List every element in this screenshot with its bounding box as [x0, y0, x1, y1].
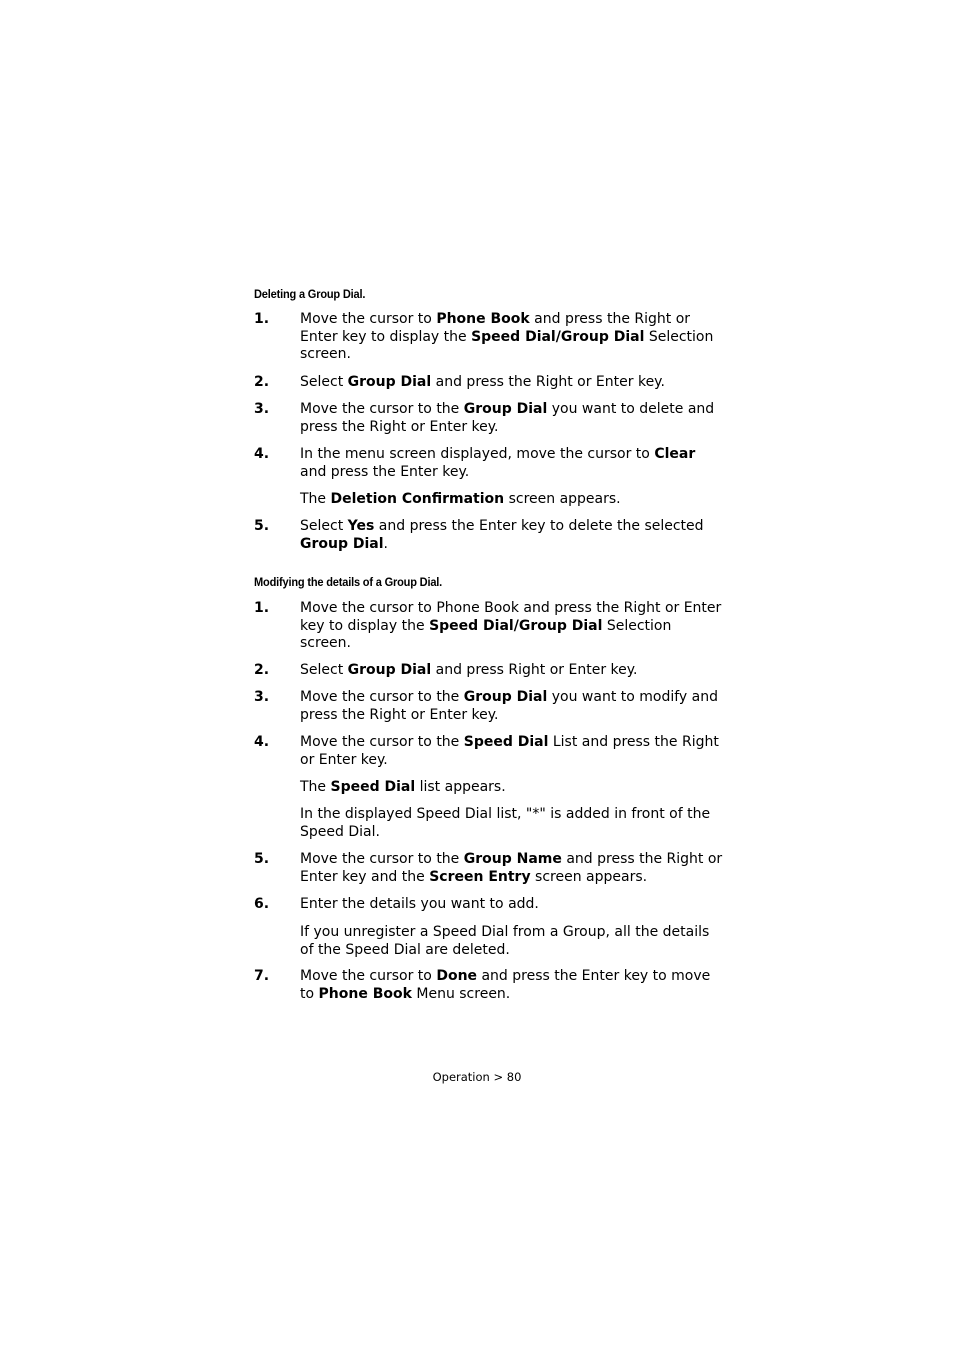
step-text: Move the cursor to the Group Name and press the Right or Enter key and the Screen Entry screen appears.: [300, 851, 723, 885]
list-item: [254, 662, 724, 680]
step-number: 6.: [254, 896, 270, 912]
step-text: Move the cursor to Done and press the Enter key to move to Phone Book Menu screen.: [300, 968, 711, 1002]
step-text: Move the cursor to Phone Book and press the Right or Enter key to display the Speed Dial/Group Dial Selection screen.: [300, 311, 714, 362]
list-item: [254, 446, 724, 481]
step-text: Select Yes and press the Enter key to delete the selected Group Dial.: [300, 518, 704, 552]
step-note: The Speed Dial list appears.: [300, 779, 506, 795]
section-heading-deleting: Deleting a Group Dial.: [254, 287, 366, 301]
step-number: 7.: [254, 968, 270, 984]
step-number: 3.: [254, 401, 270, 417]
list-item: [254, 851, 724, 886]
step-text: Move the cursor to Phone Book and press the Right or Enter key to display the Speed Dial/Group Dial Selection screen.: [300, 600, 722, 651]
step-note: If you unregister a Speed Dial from a Group, all the details of the Speed Dial are deleted.: [300, 924, 710, 958]
list-item: [254, 600, 724, 653]
step-number: 2.: [254, 374, 270, 390]
step-note: The Deletion Confirmation screen appears.: [300, 491, 621, 507]
list-item: [254, 896, 724, 914]
step-note: In the displayed Speed Dial list, "*" is added in front of the Speed Dial.: [300, 806, 711, 840]
step-number: 5.: [254, 851, 270, 867]
list-item: [254, 518, 724, 553]
list-item: [254, 374, 724, 392]
step-text: Move the cursor to the Group Dial you want to modify and press the Right or Enter key.: [300, 689, 719, 723]
list-item: [254, 401, 724, 436]
list-item: [254, 734, 724, 769]
step-text: Enter the details you want to add.: [300, 896, 539, 912]
step-number: 1.: [254, 600, 270, 616]
step-text: In the menu screen displayed, move the cursor to Clear and press the Enter key.: [300, 446, 696, 480]
step-number: 2.: [254, 662, 270, 678]
list-item: [254, 689, 724, 724]
list-item: [254, 968, 724, 1003]
step-text: Select Group Dial and press Right or Enter key.: [300, 662, 638, 678]
step-number: 1.: [254, 311, 270, 327]
step-text: Move the cursor to the Group Dial you want to delete and press the Right or Enter key.: [300, 401, 715, 435]
step-number: 5.: [254, 518, 270, 534]
step-text: Select Group Dial and press the Right or Enter key.: [300, 374, 665, 390]
step-text: Move the cursor to the Speed Dial List and press the Right or Enter key.: [300, 734, 719, 768]
list-item: [254, 311, 724, 364]
step-number: 3.: [254, 689, 270, 705]
step-number: 4.: [254, 734, 270, 750]
section-heading-modifying: Modifying the details of a Group Dial.: [254, 575, 443, 589]
page-footer: Operation > 80: [432, 1070, 522, 1084]
step-number: 4.: [254, 446, 270, 462]
